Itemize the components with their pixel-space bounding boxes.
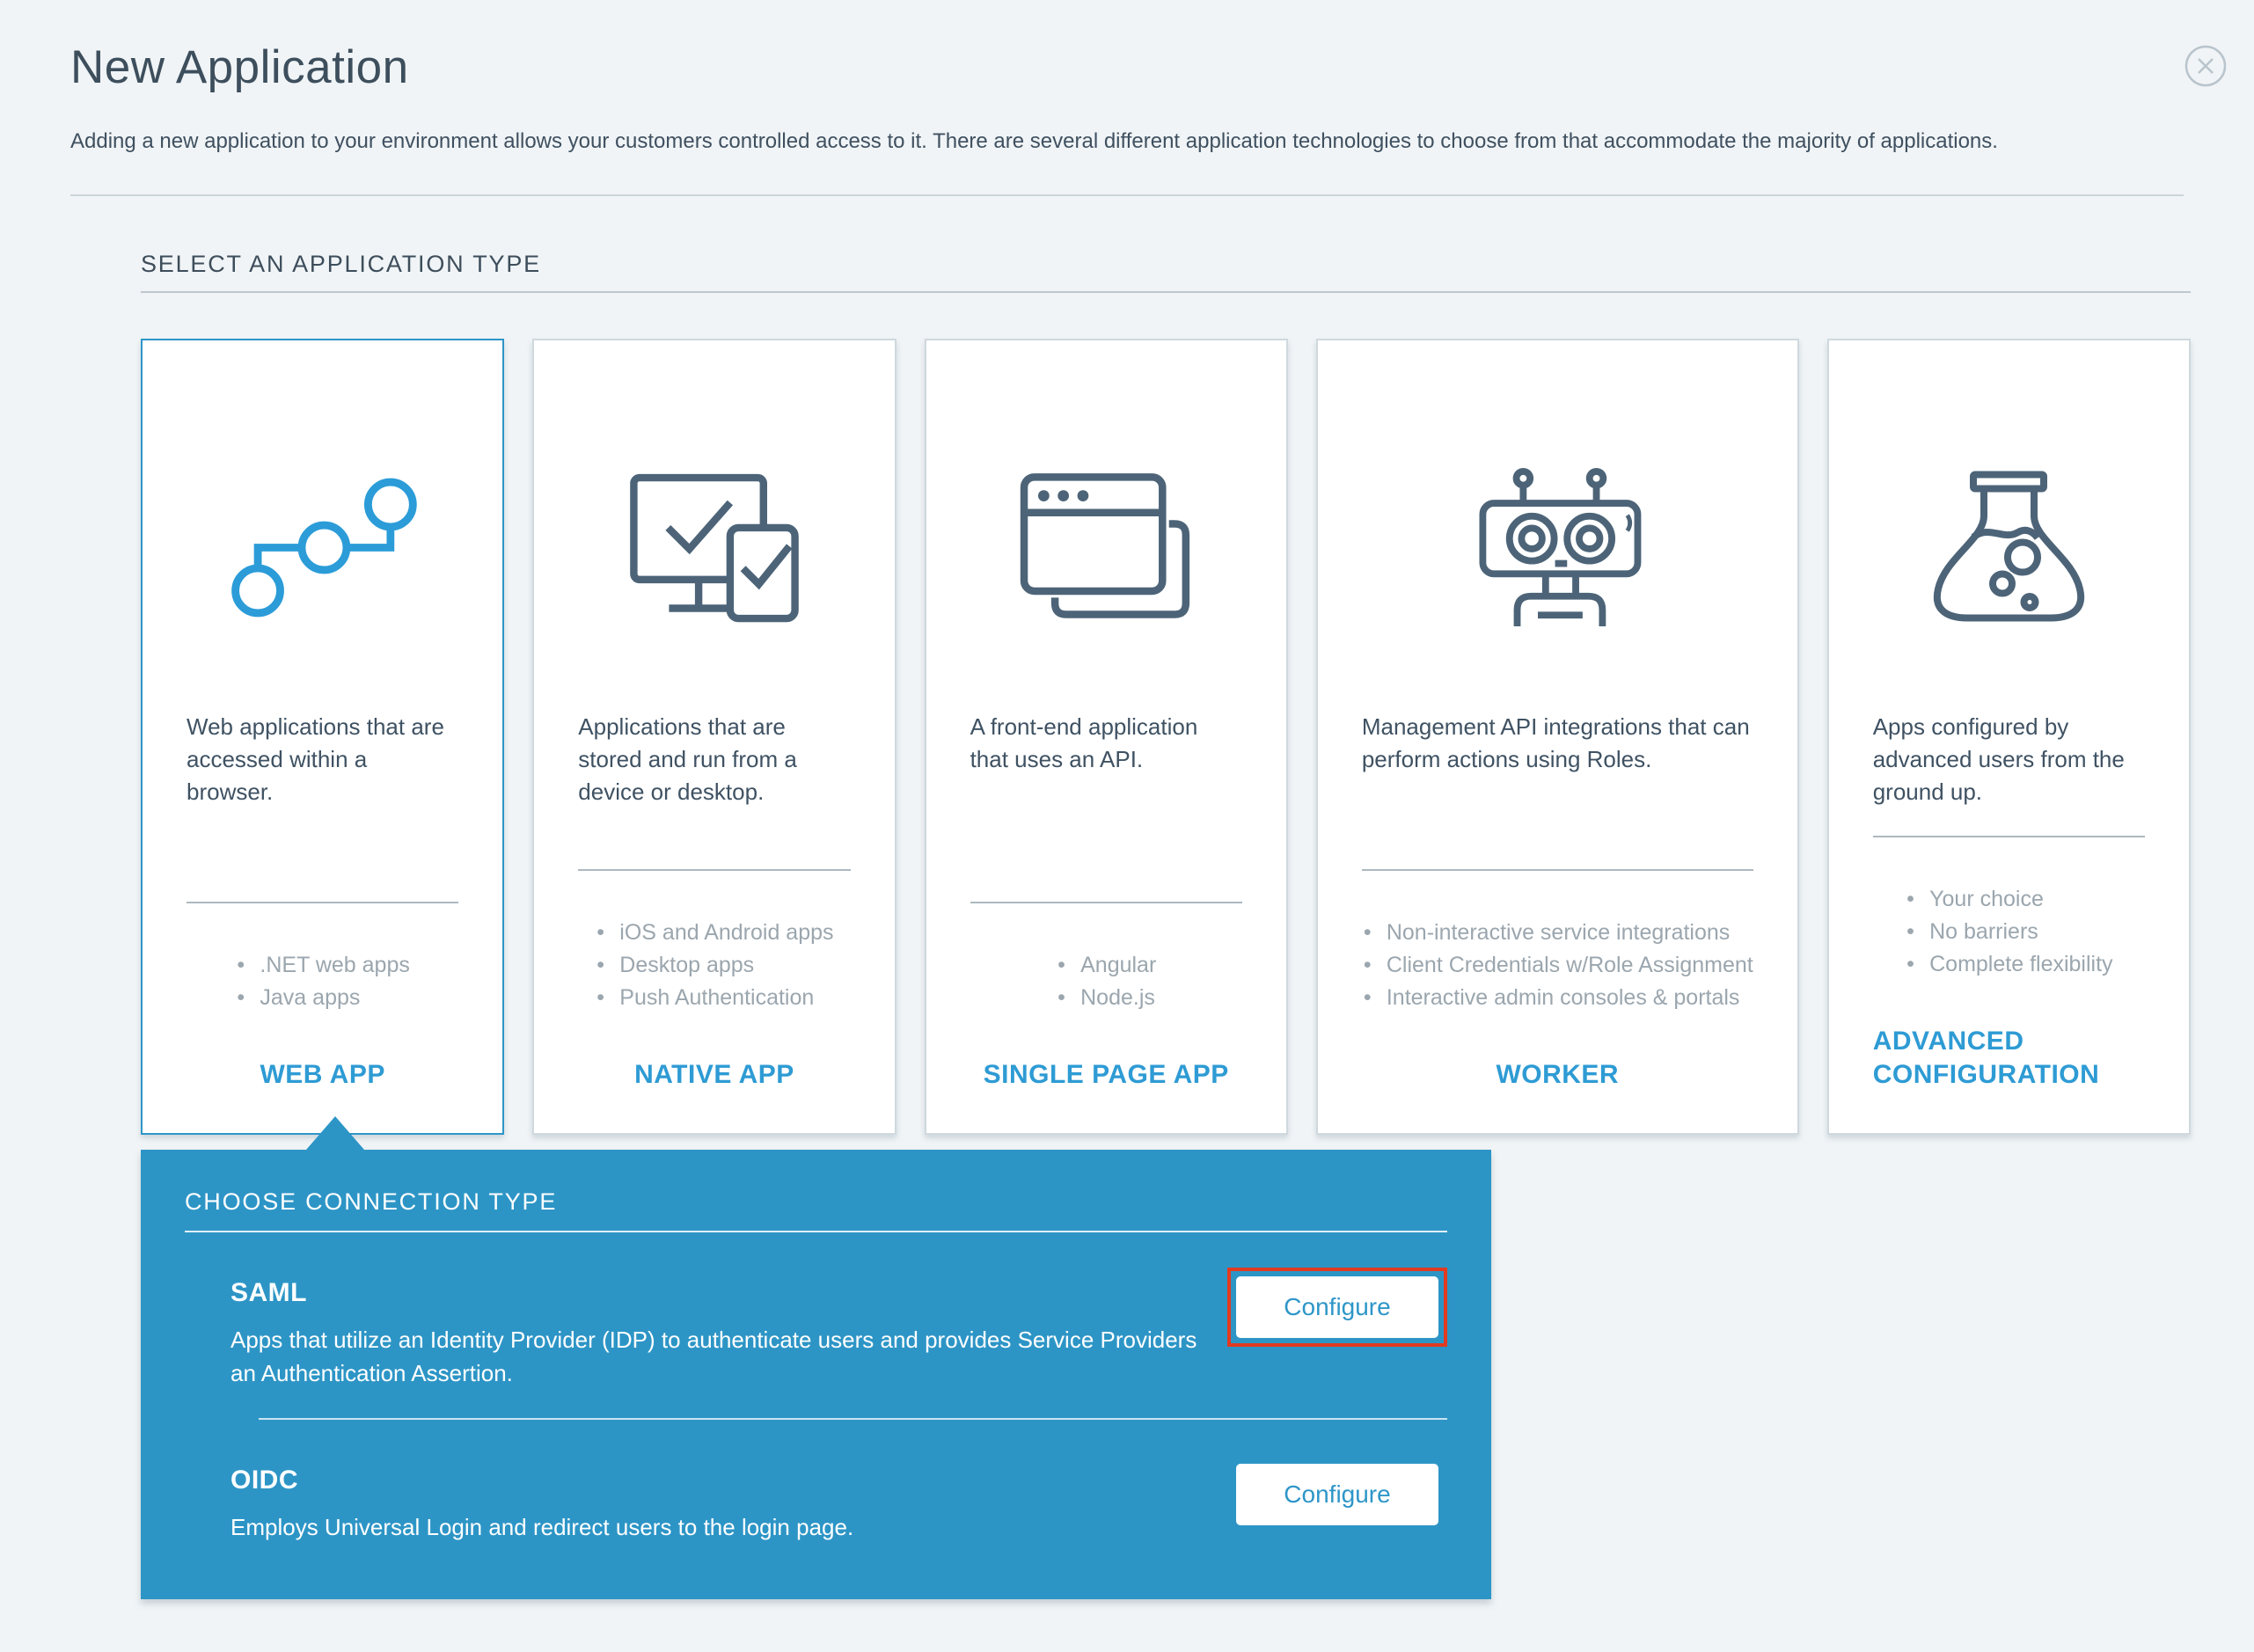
bullet-item: • Complete flexibility [1905, 950, 2112, 979]
app-type-cards [141, 339, 2191, 1135]
oidc-configure-button[interactable]: Configure [1236, 1464, 1438, 1525]
panel-heading-divider [185, 1231, 1447, 1232]
card-bottom [1362, 869, 1753, 1134]
highlight-outline [1227, 1268, 1447, 1347]
card-divider [578, 869, 850, 871]
bullet-item: • Angular [1056, 951, 1156, 980]
card-icon-area [1362, 439, 1753, 654]
card-label: SINGLE PAGE APP [983, 1059, 1229, 1089]
option-description: Employs Universal Login and redirect users to the login page. [231, 1514, 854, 1541]
option-divider [259, 1418, 1447, 1420]
card-icon-area [578, 439, 850, 654]
card-description: A front-end application that uses an API. [970, 713, 1198, 772]
panel-pointer-triangle [306, 1116, 364, 1150]
bullet-item: • .NET web apps [235, 951, 409, 980]
close-button[interactable] [2184, 44, 2228, 88]
app-type-card-native-app[interactable] [532, 339, 896, 1135]
card-divider [1873, 836, 2145, 837]
bullet-item: • Non-interactive service integrations [1362, 918, 1753, 947]
card-bottom [1873, 836, 2145, 1133]
bullet-item: • Interactive admin consoles & portals [1362, 983, 1753, 1012]
app-type-card-web-app[interactable] [141, 339, 504, 1135]
card-bullets [235, 947, 409, 1016]
card-bullets [1056, 947, 1156, 1016]
card-description: Applications that are stored and run from a device or desktop. [578, 713, 797, 805]
card-label: WEB APP [260, 1059, 385, 1089]
card-bullets [1905, 881, 2112, 983]
connection-panel-wrap [141, 1150, 2191, 1599]
bullet-item: • Node.js [1056, 983, 1156, 1012]
card-label: WORKER [1496, 1059, 1620, 1089]
connection-options [185, 1278, 1447, 1545]
card-icon-area [187, 439, 458, 654]
section-divider [141, 291, 2191, 293]
page-title: New Application [70, 41, 409, 93]
option-name: OIDC [231, 1466, 298, 1495]
close-icon [2184, 44, 2228, 88]
option-text [231, 1466, 853, 1545]
option-description: Apps that utilize an Identity Provider (IDP) to authenticate users and provides Service Providers an Authentication Assertion. [231, 1327, 1197, 1386]
option-name: SAML [231, 1278, 307, 1307]
bullet-item: • No barriers [1905, 917, 2112, 947]
card-divider [1362, 869, 1753, 871]
card-bottom [970, 902, 1242, 1134]
section-heading: SELECT AN APPLICATION TYPE [141, 251, 541, 277]
app-type-card-worker[interactable] [1316, 339, 1799, 1135]
card-description: Apps configured by advanced users from the ground up. [1872, 713, 2125, 805]
app-type-card-single-page-app[interactable] [925, 339, 1288, 1135]
card-divider [187, 902, 458, 903]
bullet-item: • Java apps [235, 983, 409, 1012]
browser-windows-icon [1018, 472, 1194, 622]
card-description: Management API integrations that can perform actions using Roles. [1361, 713, 1750, 772]
saml-configure-button[interactable]: Configure [1236, 1276, 1438, 1338]
bullet-item: • iOS and Android apps [595, 918, 833, 947]
dialog-content [141, 251, 2191, 1599]
card-bullets [595, 915, 833, 1016]
app-type-card-advanced-configuration[interactable] [1827, 339, 2191, 1135]
card-label: NATIVE APP [634, 1059, 794, 1089]
button-spacer [1227, 1455, 1447, 1534]
connection-option-oidc [231, 1466, 1447, 1545]
robot-icon [1459, 467, 1657, 626]
dialog-header [0, 0, 2254, 157]
dialog-description: Adding a new application to your environment allows your customers controlled access to it. There are several different application technologies to choose from that accommodate the majority of applications. [70, 129, 1998, 153]
header-divider [70, 194, 2184, 196]
card-bottom [578, 869, 850, 1134]
bullet-item: • Your choice [1905, 885, 2112, 914]
card-bullets [1362, 915, 1753, 1016]
connection-option-saml [231, 1278, 1447, 1390]
card-label: ADVANCED CONFIGURATION [1872, 1027, 2100, 1089]
bullet-item: • Push Authentication [595, 983, 833, 1012]
option-text [231, 1278, 1211, 1390]
flask-icon [1919, 469, 2099, 625]
panel-heading: CHOOSE CONNECTION TYPE [185, 1188, 558, 1215]
card-icon-area [970, 439, 1242, 654]
card-divider [970, 902, 1242, 903]
card-description: Web applications that are accessed within a browser. [187, 713, 444, 805]
nodes-icon [219, 471, 426, 623]
card-icon-area [1873, 439, 2145, 654]
devices-check-icon [626, 470, 802, 624]
bullet-item: • Client Credentials w/Role Assignment [1362, 951, 1753, 980]
card-bottom [187, 902, 458, 1134]
connection-type-panel [141, 1150, 1491, 1599]
bullet-item: • Desktop apps [595, 951, 833, 980]
